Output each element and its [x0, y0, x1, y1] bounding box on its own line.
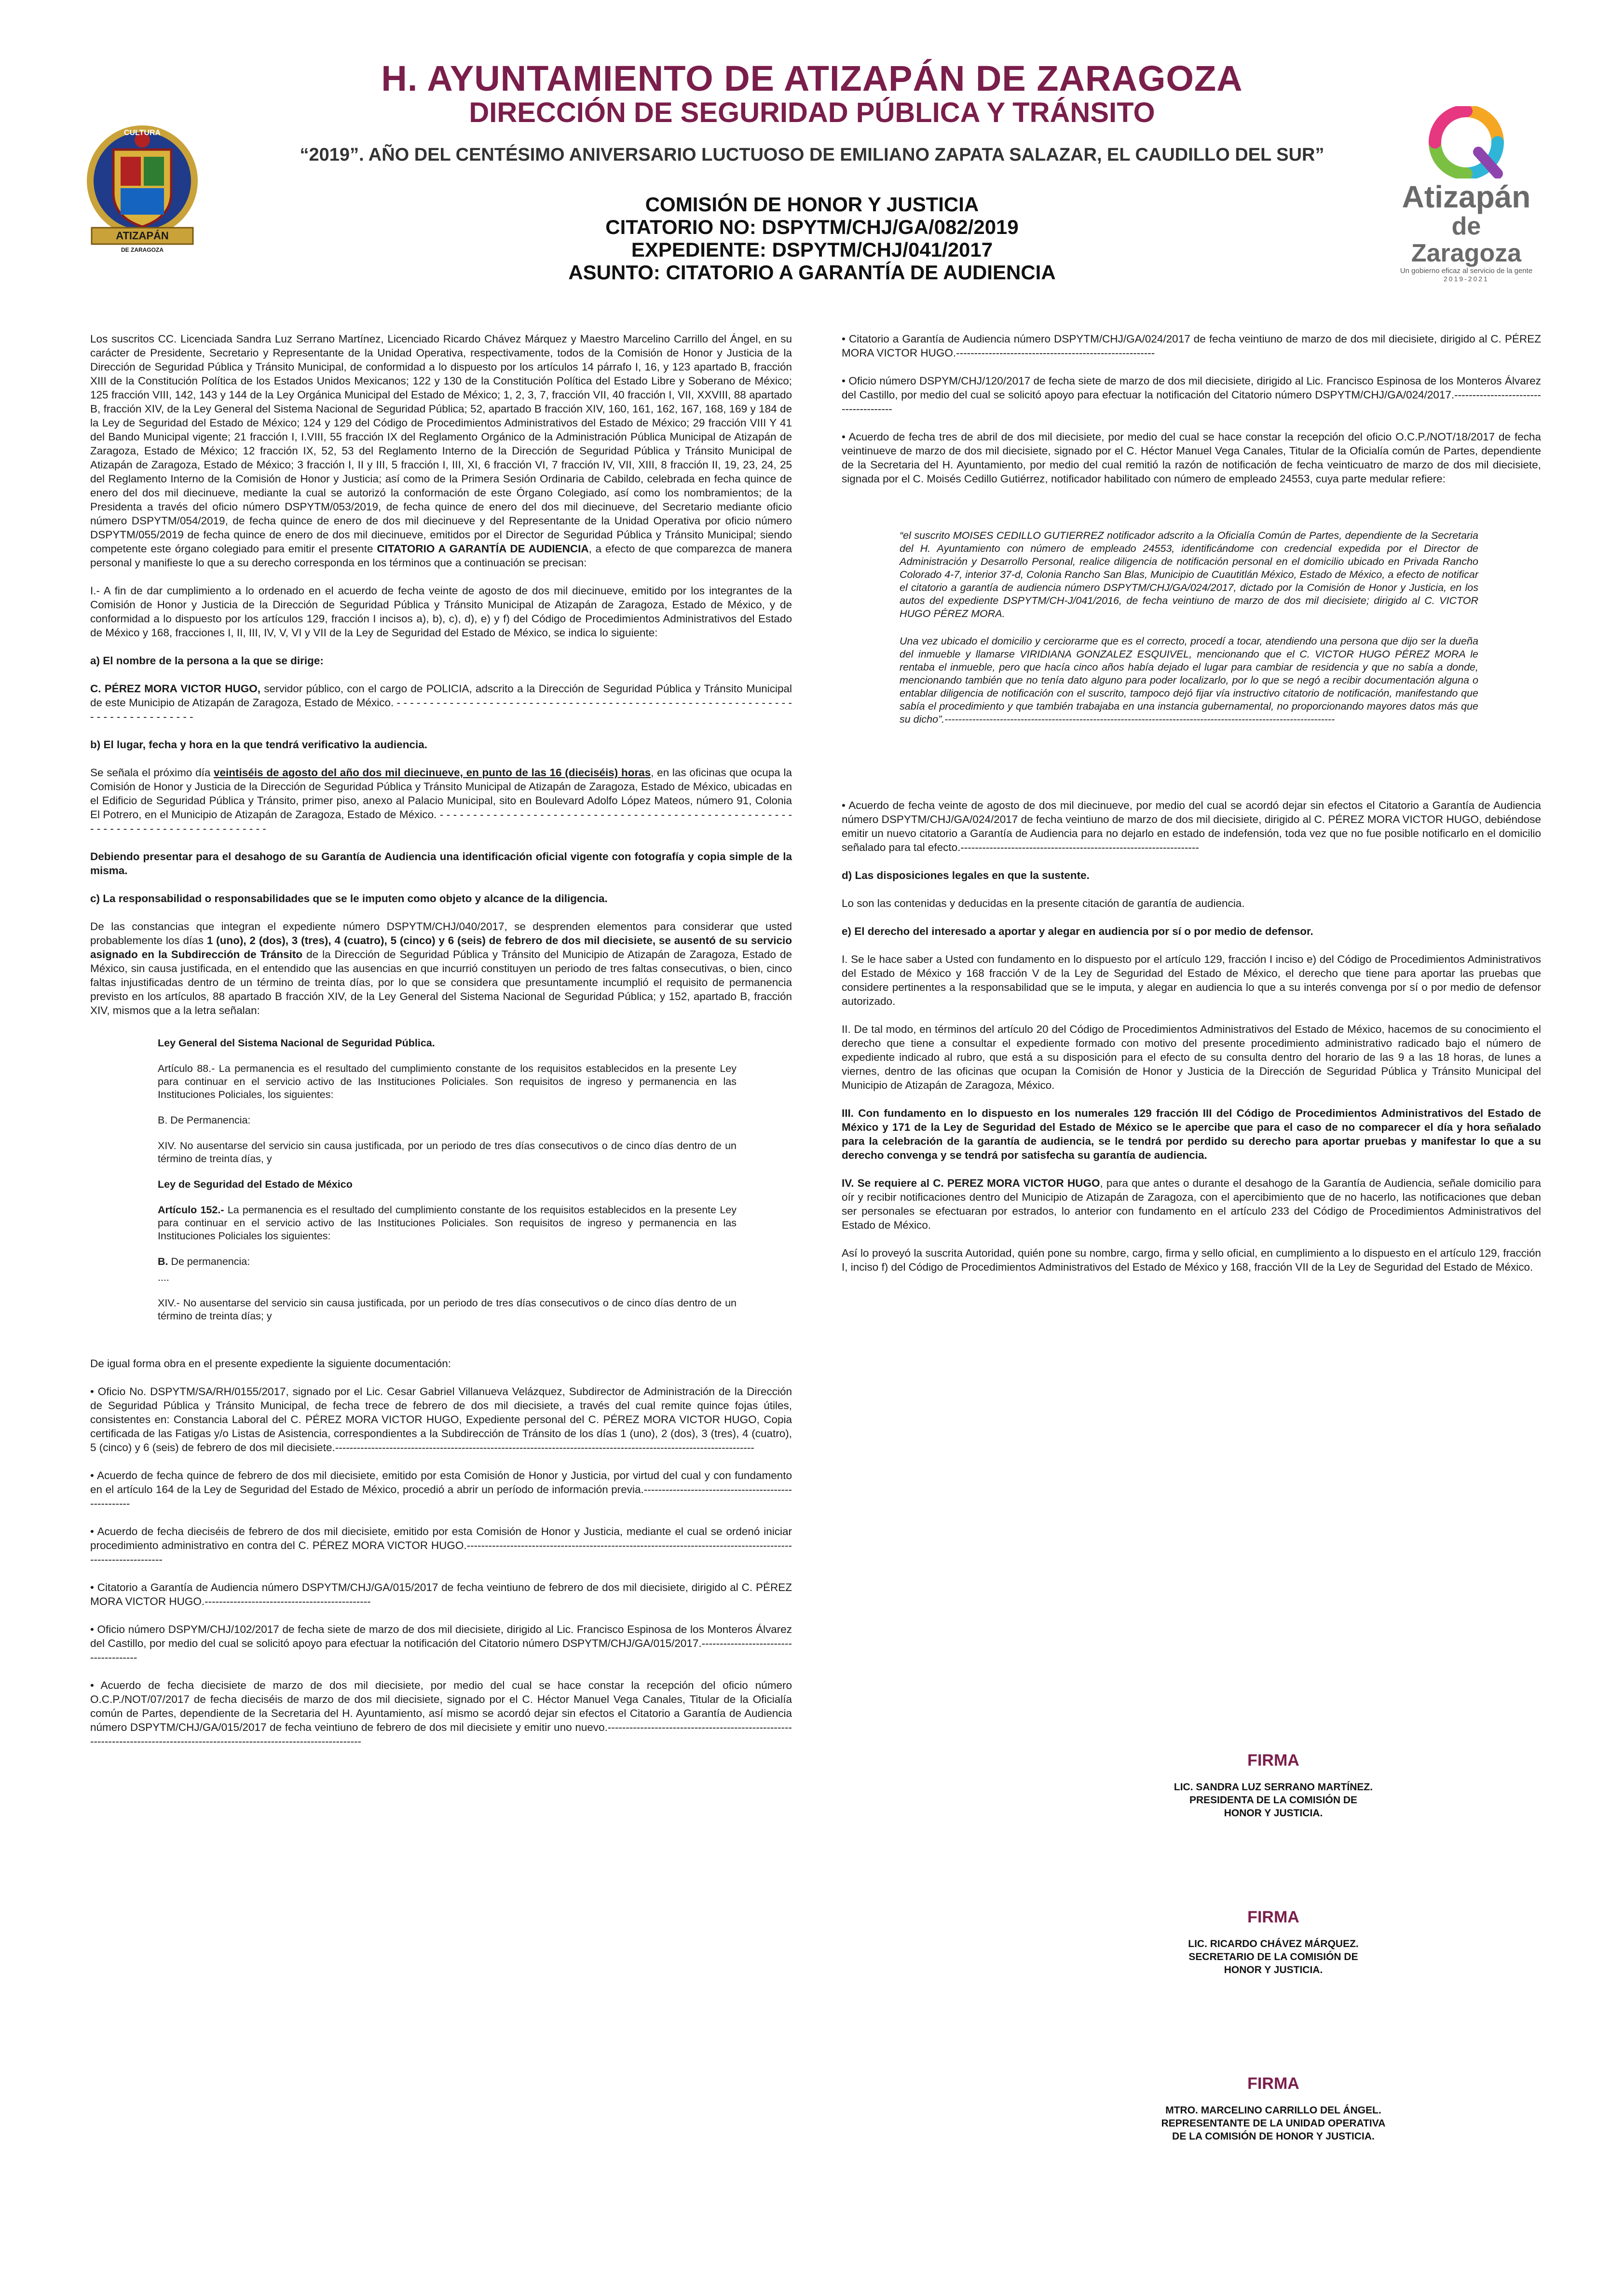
document-bullet: • Oficio número DSPYM/CHJ/102/2017 de fecha siete de marzo de dos mil diecisiete, dirigido al Lic. Francisco Espinosa de los Monteros Álvarez del Castillo, por medio del cual se solicitó apoyo para efectuar la notificación del Citatorio número DSPYTM/CHJ/GA/015/2017.--------------------------------------: [90, 1623, 792, 1663]
left-column: [90, 332, 792, 1762]
svg-text:ATIZAPÁN: ATIZAPÁN: [116, 230, 169, 242]
section-e-iv: IV. Se requiere al C. PEREZ MORA VICTOR HUGO, para que antes o durante el desahogo de la Garantía de Audiencia, señale domicilio para oír y recibir notificaciones dentro del Municipio de Atizapán de Zaragoza, con el apercibimiento que de no hacerlo, las notificaciones que deban ser personales se efectuaran por estrados, lo anterior con fundamento en el artículo 233 del Código de Procedimientos Administrativos del Estado de México.: [842, 1177, 1541, 1231]
signatory-role: PRESIDENTA DE LA COMISIÓN DE: [1189, 1795, 1358, 1806]
identification-note: Debiendo presentar para el desahogo de su Garantía de Audiencia una identificación oficial vigente con fotografía y copia simple de la misma.: [90, 851, 792, 877]
document-bullet: • Oficio número DSPYM/CHJ/120/2017 de fecha siete de marzo de dos mil diecisiete, dirigido al Lic. Francisco Espinosa de los Monteros Álvarez del Castillo, por medio del cual se solicitó apoyo para efectuar la notificación del Citatorio número DSPYTM/CHJ/GA/024/2017.--------------------------------------: [842, 375, 1541, 415]
brand-swirl-icon: [1425, 106, 1507, 178]
institution-subtitle: DIRECCIÓN DE SEGURIDAD PÚBLICA Y TRÁNSITO: [469, 97, 1155, 128]
municipal-crest-logo: [77, 121, 207, 256]
law1-article: Artículo 88.- La permanencia es el resultado del cumplimiento constante de los requisitos establecidos en la presente Ley para continuar en el servicio activo de las Instituciones Policiales. Son requisitos de ingreso y permanencia en las Instituciones Policiales, los siguientes:: [158, 1063, 737, 1100]
section-e-heading: e) El derecho del interesado a aportar y alegar en audiencia por sí o por medio de defensor.: [842, 925, 1313, 937]
section-e-i: I. Se le hace saber a Usted con fundamento en lo dispuesto por el artículo 129, fracción I inciso e) del Código de Procedimientos Administrativos del Estado de México y 168 fracción V de la Ley de Seguridad del Estado de México, el derecho que tiene para aportar las pruebas que considere pertinentes a la responsabilidad que se le imputa, y alegar en audiencia lo que a su interés convenga por sí o por medio de defensor autorizado.: [842, 953, 1541, 1007]
document-bullet: • Acuerdo de fecha veinte de agosto de dos mil diecinueve, por medio del cual se acordó dejar sin efectos el Citatorio a Garantía de Audiencia número DSPYTM/CHJ/GA/024/2017 de fecha veintiuno de marzo de dos mil diecisiete, dirigido al C. PÉREZ MORA VICTOR HUGO, debiéndose emitir un nuevo citatorio a Garantía de Audiencia para no dejarlo en estado de indefensión, toda vez que no fue posible notificarlo en el domicilio señalado para tal efecto.------------------------------------------------------------------: [842, 799, 1541, 853]
section-e-iii: III. Con fundamento en lo dispuesto en los numerales 129 fracción III del Código de Procedimientos Administrativos del Estado de México y 171 de la Ley de Seguridad del Estado de México se le apercibe que para el caso de no comparecer el día y hora señalado para la celebración de la garantía de audiencia, se le tendrá por perdido su derecho para aportar pruebas y manifestar lo que a su derecho convenga y se tendrá por satisfecha su garantía de audiencia.: [842, 1107, 1541, 1161]
atizapan-brand-logo: [1394, 106, 1539, 283]
section-c-heading: c) La responsabilidad o responsabilidades que se le imputen como objeto y alcance de la diligencia.: [90, 892, 608, 905]
law2-ellipsis: ....: [158, 1272, 169, 1283]
closing-paragraph: Así lo proveyó la suscrita Autoridad, quién pone su nombre, cargo, firma y sello oficial, en cumplimiento a lo dispuesto en el artículo 129, fracción I, inciso f) del Código de Procedimientos Administrativos del Estado de México y 168, fracción VII de la Ley de Seguridad del Estado de México.: [842, 1247, 1541, 1273]
intro-paragraph: Los suscritos CC. Licenciada Sandra Luz Serrano Martínez, Licenciado Ricardo Chávez Márquez y Maestro Marcelino Carrillo del Ángel, en su carácter de Presidente, Secretario y Representante de la Unidad Operativa, respectivamente, todos de la Comisión de Honor y Justicia de la Dirección de Seguridad Pública y Tránsito Municipal, de conformidad a lo dispuesto por los artículos 14 párrafo I, 16, y 123 apartado B, fracción XIII de la Constitución Política de los Estados Unidos Mexicanos; 122 y 130 de la Constitución Política del Estado Libre y Soberano de México; 125 fracción VIII, 142, 143 y 144 de la Ley Orgánica Municipal del Estado de México; 1, 2, 3, 7, fracción VII, 40 fracción I, VII, XXVIII, 88 apartado B, fracción XIV, de la Ley General del Sistema Nacional de Seguridad Pública; 52, apartado B fracción XIV, 160, 161, 162, 167, 168, 169 y 184 de la Ley de Seguridad del Estado de México; 124 y 129 del Código de Procedimientos Administrativos del Estado de México; 29 fracción VIII Y 41 del Bando Municipal vigente; 21 fracción I, I.VIII, 55 fracción IX del Reglamento Orgánico de la Administración Pública Municipal de Atizapán de Zaragoza, Estado de México; 12 fracción IX, 52, 53 del Reglamento Interno de la Dirección de Seguridad Pública y Tránsito Municipal de Atizapán de Zaragoza, Estado de México; 3 fracción I, II y III, 5 fracción I, III, XI, 6 fracción VI, 7 fracción IV, VII, XIII, 8 fracción II, 19, 23, 24, 25 del Reglamento Interno de la Comisión de Honor y Justicia; así como de la Primera Sesión Ordinaria de Cabildo, celebrada en fecha quince de enero del dos mil diecinueve, mediante la cual se autorizó la conformación de este Órgano Colegiado, así como los nombramientos; de la Presidenta a través del oficio número DSPYTM/053/2019, de fecha quince de enero del dos mil diecinueve, del Secretario mediante oficio número DSPYTM/054/2019, de fecha quince de enero de dos mil diecinueve y del Representante de la Unidad Operativa por oficio número DSPYTM/055/2019 de fecha quince de enero de dos mil diecinueve, emitidos por el Director de Seguridad Pública y Tránsito Municipal; siendo competente este órgano colegiado para emitir el presente CITATORIO A GARANTÍA DE AUDIENCIA, a efecto de que comparezca de manera personal y manifieste lo que a su derecho corresponda en los términos que a continuación se precisan:: [90, 333, 792, 569]
motto-line: “2019”. AÑO DEL CENTÉSIMO ANIVERSARIO LUCTUOSO DE EMILIANO ZAPATA SALAZAR, EL CAUDILLO DEL SUR”: [300, 145, 1324, 165]
documents-intro: De igual forma obra en el presente expediente la siguiente documentación:: [90, 1358, 451, 1370]
section-b-text: Se señala el próximo día veintiséis de agosto del año dos mil diecinueve, en punto de las 16 (dieciséis) horas, en las oficinas que ocupa la Comisión de Honor y Justicia de la Dirección de Seguridad Pública y Tránsito Municipal de Atizapán de Zaragoza, Estado de México, ubicadas en el Edificio de Seguridad Pública y Tránsito, primer piso, anexo al Palacio Municipal, sito en Boulevard Adolfo López Mateos, número 91, Colonia El Potrero, en el Municipio de Atizapán de Zaragoza, Estado de México. - - - - - - - - - - - - - - - - - - - - - - - - - - - - - - - - - - - - - - - - - - - - - - - - - - - - - - - - - - - - - - - - - - - - - - - - - - - - - - - -: [90, 767, 792, 835]
signatory-name: LIC. RICARDO CHÁVEZ MÁRQUEZ.: [1188, 1938, 1359, 1949]
notification-quote-1: “el suscrito MOISES CEDILLO GUTIERREZ notificador adscrito a la Oficialía Común de Partes, dependiente de la Secretaria del H. Ayuntamiento con número de empleado 24553, identificándome con credencial expedida por el Director de Administración y Desarrollo Personal, realice diligencia de notificación personal en el domicilio ubicado en Privada Rancho Colorado 4-7, interior 37-d, Colonia Rancho San Blas, Municipio de Cuautitlán México, Estado de México, a efecto de notificar el citatorio a garantía de audiencia número DSPYTM/CHJ/GA/024/2017, dictado por la Comisión de Honor y Justicia, en los autos del expediente DSPYTM/CH-J/041/2016, de fecha veintiuno de marzo de dos mil diecisiete; dirigido al C. VICTOR HUGO PÉREZ MORA.: [900, 530, 1478, 619]
signatory-role: HONOR Y JUSTICIA.: [1224, 1808, 1323, 1819]
document-bullet: • Citatorio a Garantía de Audiencia número DSPYTM/CHJ/GA/015/2017 de fecha veintiuno de febrero de dos mil diecisiete, dirigido al C. PÉREZ MORA VICTOR HUGO.----------------------------------------------: [90, 1581, 792, 1607]
document-bullet: • Oficio No. DSPYTM/SA/RH/0155/2017, signado por el Lic. Cesar Gabriel Villanueva Velázquez, Subdirector de Administración de la Dirección de Seguridad Pública y Tránsito Municipal, de fecha trece de febrero de dos mil diecisiete, a través del cual remite quince fojas útiles, consistentes en: Constancia Laboral del C. PÉREZ MORA VICTOR HUGO, Expediente personal del C. PÉREZ MORA VICTOR HUGO, Copia certificada de las Fatigas y/o Listas de Asistencia, correspondientes a la Subdirección de Tránsito de los días 1 (uno), 2 (dos), 3 (tres), 4 (cuatro), 5 (cinco) y 6 (seis) de febrero de dos mil diecisiete.--------------------------------------------------------------------------------------------------------------------: [90, 1386, 792, 1454]
signature-label: FIRMA: [1247, 2074, 1299, 2093]
law2-title: Ley de Seguridad del Estado de México: [158, 1179, 353, 1190]
section-e-ii: II. De tal modo, en términos del artículo 20 del Código de Procedimientos Administrativos del Estado de México, hacemos de su conocimiento el derecho que tiene a consultar el expediente formado con motivo del presente procedimiento administrativo radicado bajo el número de expediente indicado al rubro, que está a su disposición para el efecto de su consulta dentro del horario de las 9 a las 18 horas, de lunes a viernes, dentro de las oficinas que ocupan la Comisión de Honor y Justicia de la Dirección de Seguridad Pública y Tránsito Municipal del Municipio de Atizapán de Zaragoza, México.: [842, 1023, 1541, 1091]
law2-fraction-xiv: XIV.- No ausentarse del servicio sin causa justificada, por un periodo de tres días consecutivos o de cinco días dentro de un término de treinta días; y: [158, 1297, 737, 1322]
signature-block-secretary: [1032, 1908, 1515, 1976]
brand-tagline: Un gobierno eficaz al servicio de la gente: [1400, 267, 1533, 275]
signatory-role: REPRESENTANTE DE LA UNIDAD OPERATIVA: [1161, 2118, 1386, 2129]
law1-permanence: B. De Permanencia:: [158, 1114, 251, 1126]
institution-title: H. AYUNTAMIENTO DE ATIZAPÁN DE ZARAGOZA: [381, 58, 1243, 98]
section-a-heading: a) El nombre de la persona a la que se dirige:: [90, 655, 324, 667]
right-column: [842, 332, 1541, 1288]
citatorio-number: CITATORIO NO: DSPYTM/CHJ/GA/082/2019: [605, 216, 1019, 238]
brand-name: Atizapán: [1402, 179, 1531, 214]
signature-block-president: [1032, 1751, 1515, 1820]
document-bullet: • Acuerdo de fecha quince de febrero de dos mil diecisiete, emitido por esta Comisión de Honor y Justicia, por virtud del cual y con fundamento en el artículo 164 de la Ley de Seguridad del Estado de México, procedió a abrir un período de información previa.----------------------------------------------------: [90, 1469, 792, 1509]
notification-quote-2: Una vez ubicado el domicilio y cerciorarme que es el correcto, procedí a tocar, atendiendo una persona que dijo ser la dueña del inmueble y llamarse VIRIDIANA GONZALEZ ESQUIVEL, mencionando que el C. VICTOR HUGO PÉREZ MORA le rentaba el inmueble, pero que hacía cinco años había dejado el lugar para cambiar de residencia y que no sabía a donde, mencionando también que no tenía dato alguno para poder localizarlo, por lo que se negó a recibir documentación alguna o entablar diligencia de notificación con el suscrito, tampoco dejó fijar vía instructivo citatorio de notificación, manifestando que sabía el procedimiento y que también trabajaba en una instancia gubernamental, no proporcionando mayores datos más que su dicho”.-----------------------------------------------------------------------------------------------------------------: [900, 635, 1478, 725]
svg-text:DE ZARAGOZA: DE ZARAGOZA: [121, 247, 164, 253]
law1-fraction-xiv: XIV. No ausentarse del servicio sin causa justificada, por un periodo de tres días consecutivos o de cinco días dentro de un término de treinta días, y: [158, 1140, 737, 1165]
expediente-number: EXPEDIENTE: DSPYTM/CHJ/041/2017: [631, 238, 993, 261]
law2-permanence: B. De permanencia:: [158, 1256, 250, 1267]
section-b-heading: b) El lugar, fecha y hora en la que tendrá verificativo la audiencia.: [90, 739, 427, 751]
signatory-role: SECRETARIO DE LA COMISIÓN DE: [1188, 1951, 1358, 1962]
document-bullet: • Acuerdo de fecha dieciséis de febrero de dos mil diecisiete, emitido por esta Comisión de Honor y Justicia, mediante el cual se ordenó iniciar procedimiento administrativo en contra del C. PÉREZ MORA VICTOR HUGO.--------------------------------------------------------------------------------------------------------------: [90, 1525, 792, 1565]
asunto-line: ASUNTO: CITATORIO A GARANTÍA DE AUDIENCIA: [568, 261, 1056, 284]
svg-text:CULTURA: CULTURA: [123, 129, 161, 137]
brand-years: 2019-2021: [1444, 275, 1489, 283]
signature-label: FIRMA: [1247, 1908, 1299, 1926]
signatory-name: LIC. SANDRA LUZ SERRANO MARTÍNEZ.: [1174, 1782, 1373, 1793]
signature-label: FIRMA: [1247, 1751, 1299, 1770]
section-d-heading: d) Las disposiciones legales en que la sustente.: [842, 869, 1090, 881]
brand-name-2: de Zaragoza: [1411, 212, 1522, 267]
document-bullet: • Citatorio a Garantía de Audiencia número DSPYTM/CHJ/GA/024/2017 de fecha veintiuno de marzo de dos mil diecisiete, dirigido al C. PÉREZ MORA VICTOR HUGO.-------------------------------------------------------: [842, 333, 1541, 359]
signatory-role: HONOR Y JUSTICIA.: [1224, 1964, 1323, 1975]
signatory-name: MTRO. MARCELINO CARRILLO DEL ÁNGEL.: [1165, 2105, 1381, 2116]
law1-title: Ley General del Sistema Nacional de Seguridad Pública.: [158, 1037, 435, 1049]
section-c-text: De las constancias que integran el expediente número DSPYTM/CHJ/040/2017, se desprenden elementos para considerar que usted probablemente los días 1 (uno), 2 (dos), 3 (tres), 4 (cuatro), 5 (cinco) y 6 (seis) de febrero de dos mil diecisiete, se ausentó de su servicio asignado en la Subdirección de Tránsito de la Dirección de Seguridad Pública y Tránsito del Municipio de Atizapán de Zaragoza, Estado de México, sin causa justificada, en el entendido que las ausencias en que incurrió constituyen un periodo de tres faltas consecutivas, o bien, cinco faltas injustificadas dentro de un término de treinta días, por lo que se considera que presuntamente incumplió el requisito de permanencia previsto en los artículos, 88 apartado B fracción XIV, de la Ley General del Sistema Nacional de Seguridad Pública; y 152, apartado B, fracción XIV, mismos que a la letra señalan:: [90, 920, 792, 1016]
section-d-text: Lo son las contenidas y deducidas en la presente citación de garantía de audiencia.: [842, 897, 1245, 909]
commission-heading: COMISIÓN DE HONOR Y JUSTICIA: [645, 193, 979, 216]
document-bullet: • Acuerdo de fecha tres de abril de dos mil diecisiete, por medio del cual se hace constar la recepción del oficio O.C.P./NOT/18/2017 de fecha veintinueve de marzo de dos mil diecisiete, signado por el C. Héctor Manuel Vega Canales, Titular de la Oficialía común de Partes, dependiente de la Secretaria del H. Ayuntamiento, por medio del cual remitió la razón de notificación de fecha veinticuatro de marzo de dos mil diecisiete, signada por el C. Moisés Cedillo Gutiérrez, notificador habilitado con número de empleado 24553, cuya parte medular refiere:: [842, 431, 1541, 485]
section-i-paragraph: I.- A fin de dar cumplimiento a lo ordenado en el acuerdo de fecha veinte de agosto de dos mil diecinueve, emitido por los integrantes de la Comisión de Honor y Justicia de la Dirección de Seguridad Pública y Tránsito Municipal de Atizapán de Zaragoza, Estado de México, y de conformidad a lo dispuesto por los artículos 129, fracción I incisos a), b), c), d), e) y f) del Código de Procedimientos Administrativos del Estado de México y 168, fracciones I, II, III, IV, V, VI y VII de la Ley de Seguridad del Estado de México, se indica lo siguiente:: [90, 585, 792, 639]
section-a-text: C. PÉREZ MORA VICTOR HUGO, servidor público, con el cargo de POLICIA, adscrito a la Dirección de Seguridad Pública y Tránsito Municipal de este Municipio de Atizapán de Zaragoza, Estado de México. - - - - - - - - - - - - - - - - - - - - - - - - - - - - - - - - - - - - - - - - - - - - - - - - - - - - - - - - - - - - - - - - - - - - - - - - - - - -: [90, 683, 792, 723]
signature-block-representative: [1032, 2074, 1515, 2143]
signatory-role: DE LA COMISIÓN DE HONOR Y JUSTICIA.: [1172, 2131, 1375, 2142]
law2-article: Artículo 152.- La permanencia es el resultado del cumplimiento constante de los requisitos establecidos en la presente Ley para continuar en el servicio activo de las Instituciones Policiales. Son requisitos de ingreso y permanencia en las Instituciones Policiales los siguientes:: [158, 1204, 737, 1242]
document-bullet: • Acuerdo de fecha diecisiete de marzo de dos mil diecisiete, por medio del cual se hace constar la recepción del oficio número O.C.P./NOT/07/2017 de fecha dieciséis de marzo de dos mil diecisiete, signado por el C. Héctor Manuel Vega Canales, Titular de la Oficialía común de Partes, dependiente de la Secretaria del H. Ayuntamiento, así mismo se acordó dejar sin efectos el Citatorio a Garantía de Audiencia número DSPYTM/CHJ/GA/015/2017 de fecha veintiuno de febrero de dos mil diecisiete y emitir uno nuevo.------------------------------------------------------------------------------------------------------------------------------: [90, 1679, 792, 1747]
